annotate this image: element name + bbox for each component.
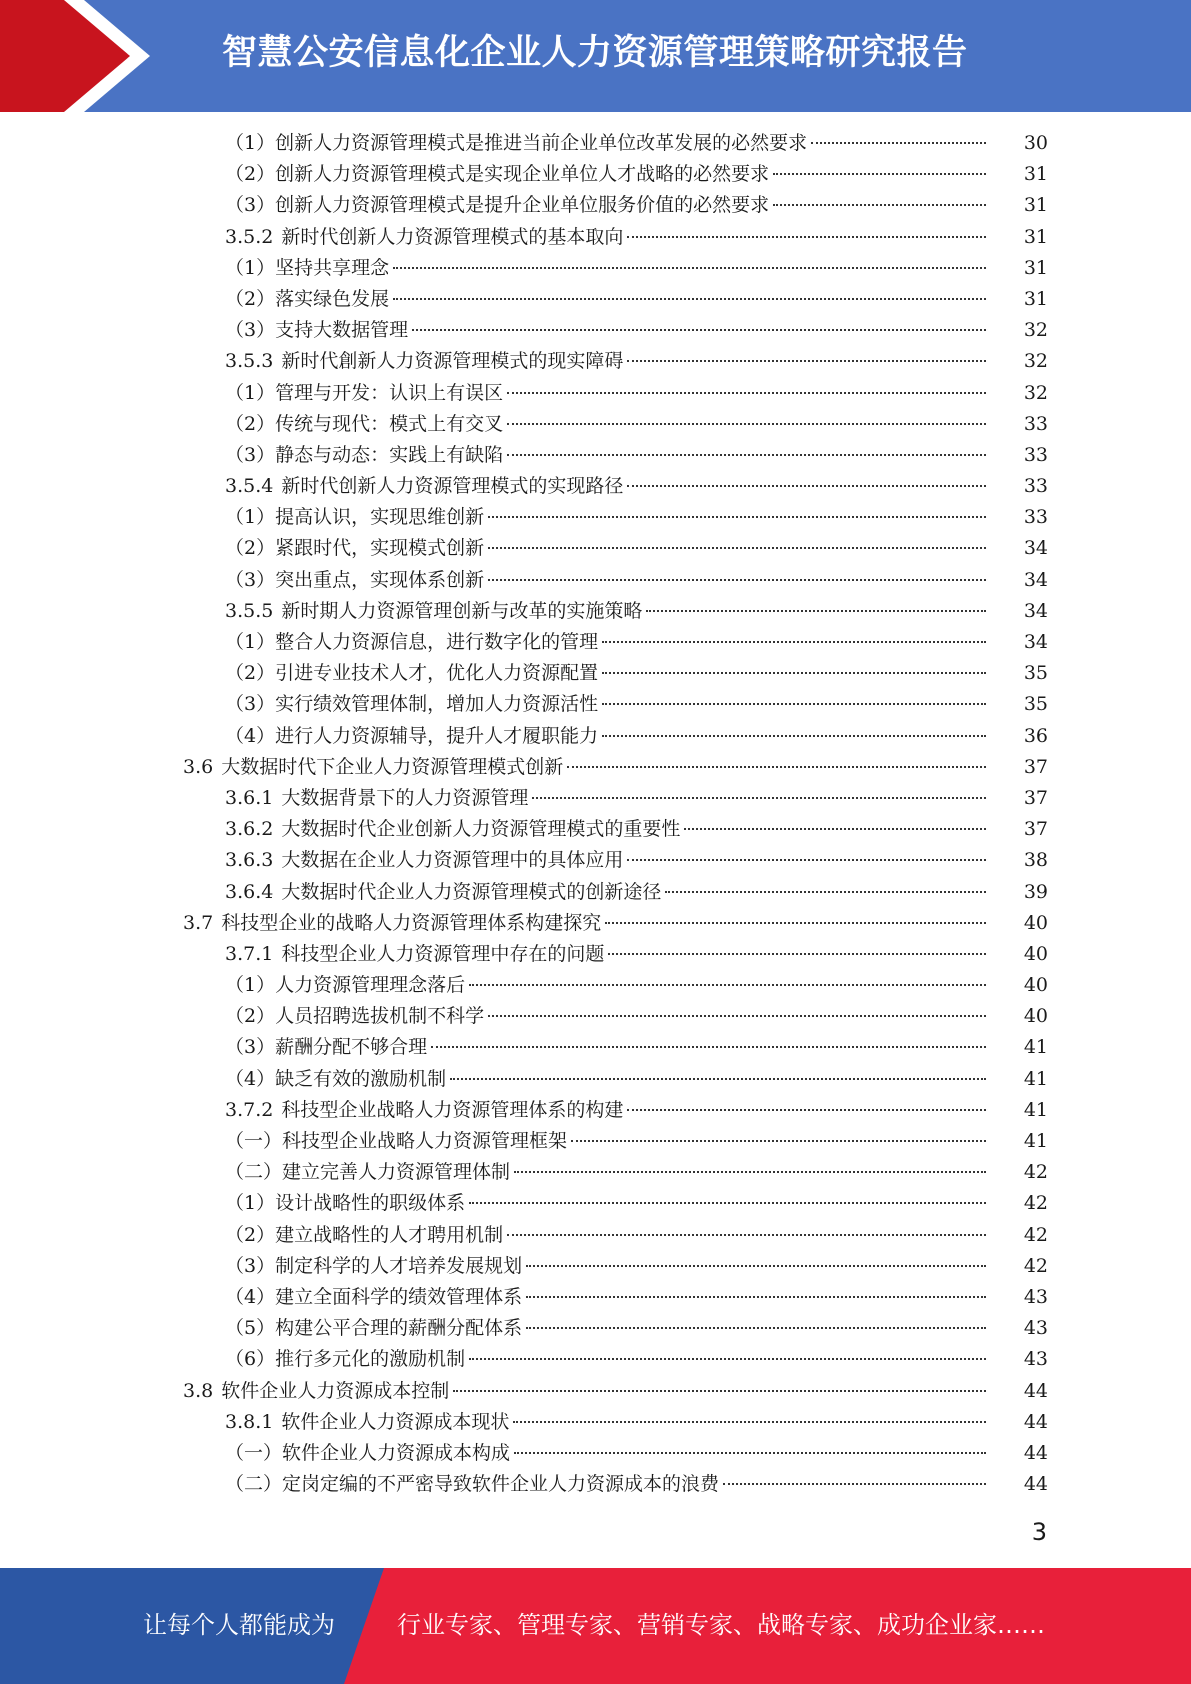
toc-page-number: 34 — [1023, 599, 1048, 622]
toc-dot-leader — [605, 922, 986, 924]
toc-section-title: （3）静态与动态：实践上有缺陷 — [225, 443, 504, 466]
toc-entry-text — [225, 1126, 567, 1157]
toc-dot-leader — [773, 173, 986, 175]
toc-entry-text — [225, 783, 528, 814]
toc-section-title: （1）整合人力资源信息，进行数字化的管理 — [225, 631, 599, 653]
toc-entry-text — [225, 440, 503, 471]
toc-section-title: 科技型企业战略人力资源管理体系的构建 — [281, 1098, 624, 1121]
toc-dot-leader — [627, 236, 986, 238]
toc-page-number: 31 — [1023, 225, 1048, 248]
toc-page-number: 33 — [1023, 412, 1048, 435]
toc-section-title: 大数据时代企业创新人力资源管理模式的重要性 — [281, 818, 681, 841]
toc-dot-leader — [627, 485, 986, 487]
toc-dot-leader — [526, 1296, 986, 1298]
toc-entry-text — [225, 1251, 522, 1282]
toc-entry[interactable] — [0, 814, 1191, 845]
toc-dot-leader — [469, 984, 986, 986]
toc-page-number: 44 — [1023, 1473, 1048, 1496]
toc-page-number: 31 — [1023, 256, 1048, 279]
toc-dot-leader — [507, 454, 986, 456]
toc-dot-leader — [571, 1140, 986, 1142]
toc-dot-leader — [526, 1265, 986, 1267]
toc-entry[interactable] — [0, 1001, 1191, 1032]
toc-entry-text — [225, 346, 623, 377]
toc-section-title: 新时代创新人力资源管理模式的基本取向 — [281, 225, 624, 248]
toc-entry[interactable] — [0, 1344, 1191, 1375]
toc-section-title: （3）薪酬分配不够合理 — [225, 1036, 428, 1059]
toc-entry-text — [225, 533, 484, 564]
toc-entry-text — [225, 1344, 465, 1375]
toc-entry[interactable] — [0, 627, 1191, 658]
toc-entry[interactable] — [0, 689, 1191, 720]
toc-entry-text — [225, 502, 484, 533]
toc-page-number: 34 — [1023, 631, 1048, 653]
toc-section-title: （3）支持大数据管理 — [225, 319, 409, 342]
toc-section-number: 3.7.2 — [225, 1098, 274, 1121]
toc-page-number: 31 — [1023, 287, 1048, 310]
toc-section-title: （2）紧跟时代，实现模式创新 — [225, 537, 485, 560]
toc-entry[interactable] — [0, 1469, 1191, 1500]
toc-page-number: 32 — [1023, 319, 1048, 342]
toc-entry-text — [225, 409, 503, 440]
toc-page-number: 35 — [1023, 693, 1048, 716]
toc-dot-leader — [627, 859, 986, 861]
toc-page-number: 36 — [1023, 724, 1048, 747]
toc-page-number: 32 — [1023, 350, 1048, 373]
toc-page-number: 34 — [1023, 568, 1048, 591]
toc-dot-leader — [627, 1109, 986, 1111]
toc-entry-text — [225, 565, 484, 596]
toc-entry[interactable] — [0, 939, 1191, 970]
toc-page-number: 41 — [1023, 1036, 1048, 1059]
toc-entry[interactable] — [0, 409, 1191, 440]
toc-entry-text — [225, 970, 465, 1001]
toc-page-number: 40 — [1023, 974, 1048, 997]
toc-entry-text — [225, 1032, 427, 1063]
toc-dot-leader — [602, 641, 986, 643]
footer-slogan-right: 行业专家、管理专家、营销专家、战略专家、成功企业家…… — [397, 1611, 1045, 1639]
toc-section-title: （一）软件企业人力资源成本构成 — [225, 1441, 511, 1464]
toc-entry[interactable] — [0, 783, 1191, 814]
toc-section-title: 大数据时代下企业人力资源管理模式创新 — [221, 755, 564, 778]
toc-entry[interactable] — [0, 1095, 1191, 1126]
toc-dot-leader — [507, 1234, 986, 1236]
toc-section-title: （2）创新人力资源管理模式是实现企业单位人才战略的必然要求 — [225, 163, 770, 186]
toc-dot-leader — [513, 1421, 986, 1423]
toc-page-number: 43 — [1023, 1285, 1048, 1308]
toc-entry[interactable] — [0, 1157, 1191, 1188]
toc-entry[interactable] — [0, 908, 1191, 939]
toc-page-number: 42 — [1023, 1223, 1048, 1246]
toc-section-title: 新时代创新人力资源管理模式的实现路径 — [281, 475, 624, 498]
toc-section-title: 科技型企业人力资源管理中存在的问题 — [281, 942, 605, 965]
toc-dot-leader — [507, 392, 986, 394]
toc-section-title: （4）缺乏有效的激励机制 — [225, 1067, 447, 1090]
toc-dot-leader — [684, 828, 986, 830]
toc-page-number: 43 — [1023, 1317, 1048, 1340]
toc-section-title: （3）创新人力资源管理模式是提升企业单位服务价值的必然要求 — [225, 194, 770, 217]
toc-section-title: （1）管理与开发：认识上有误区 — [225, 381, 504, 404]
toc-entry-text — [183, 908, 601, 939]
toc-page-number: 33 — [1023, 443, 1048, 466]
toc-dot-leader — [602, 703, 986, 705]
toc-section-title: 科技型企业的战略人力资源管理体系构建探究 — [221, 911, 602, 934]
toc-entry-text — [225, 1220, 503, 1251]
toc-section-title: 新时期人力资源管理创新与改革的实施策略 — [281, 599, 643, 622]
table-of-contents — [0, 128, 1191, 1500]
toc-page-number: 37 — [1023, 818, 1048, 841]
toc-page-number: 40 — [1023, 1005, 1048, 1028]
toc-section-number: 3.6.4 — [225, 880, 274, 903]
toc-section-title: （1）创新人力资源管理模式是推进当前企业单位改革发展的必然要求 — [225, 132, 808, 154]
toc-dot-leader — [393, 298, 986, 300]
toc-entry[interactable] — [0, 1407, 1191, 1438]
toc-page-number: 38 — [1023, 849, 1048, 872]
toc-entry-text — [225, 1438, 510, 1469]
toc-entry[interactable] — [0, 159, 1191, 190]
toc-section-title: （4）进行人力资源辅导，提升人才履职能力 — [225, 724, 599, 747]
toc-section-title: （1）坚持共享理念 — [225, 256, 390, 279]
toc-section-number: 3.5.4 — [225, 475, 274, 498]
toc-section-title: （2）建立战略性的人才聘用机制 — [225, 1223, 504, 1246]
toc-entry[interactable] — [0, 471, 1191, 502]
toc-entry[interactable] — [0, 1251, 1191, 1282]
toc-dot-leader — [453, 1390, 986, 1392]
toc-entry-text — [225, 1469, 719, 1500]
toc-page-number: 35 — [1023, 662, 1048, 685]
toc-entry[interactable] — [0, 970, 1191, 1001]
toc-entry-text — [225, 877, 661, 908]
toc-section-number: 3.6 — [183, 755, 214, 778]
toc-page-number: 33 — [1023, 475, 1048, 498]
toc-entry[interactable] — [0, 533, 1191, 564]
toc-dot-leader — [514, 1452, 986, 1454]
toc-entry[interactable] — [0, 190, 1191, 221]
toc-section-title: （2）引进专业技术人才，优化人力资源配置 — [225, 662, 599, 685]
toc-section-title: 大数据时代企业人力资源管理模式的创新途径 — [281, 880, 662, 903]
toc-dot-leader — [646, 610, 986, 612]
toc-entry-text — [225, 1313, 522, 1344]
toc-entry[interactable] — [0, 315, 1191, 346]
report-title: 智慧公安信息化企业人力资源管理策略研究报告 — [222, 33, 968, 73]
toc-section-title: （2）人员招聘选拔机制不科学 — [225, 1005, 485, 1028]
toc-entry-text — [225, 1157, 510, 1188]
toc-page-number: 43 — [1023, 1348, 1048, 1371]
toc-entry-text — [225, 845, 623, 876]
toc-entry[interactable] — [0, 1220, 1191, 1251]
toc-entry-text — [225, 128, 807, 159]
footer-slogan-left: 让每个人都能成为 — [143, 1611, 335, 1639]
toc-section-title: 软件企业人力资源成本控制 — [221, 1379, 450, 1402]
toc-entry-text — [225, 689, 598, 720]
toc-dot-leader — [811, 142, 986, 144]
toc-page-number: 32 — [1023, 381, 1048, 404]
toc-page-number: 37 — [1023, 786, 1048, 809]
toc-entry-text — [225, 627, 598, 658]
toc-section-title: 大数据背景下的人力资源管理 — [281, 786, 529, 809]
toc-section-title: （2）传统与现代：模式上有交叉 — [225, 412, 504, 435]
toc-entry[interactable] — [0, 721, 1191, 752]
toc-section-number: 3.8.1 — [225, 1410, 274, 1433]
toc-dot-leader — [488, 1015, 986, 1017]
toc-section-title: （6）推行多元化的激励机制 — [225, 1348, 466, 1371]
toc-dot-leader — [488, 547, 986, 549]
toc-section-title: （二）建立完善人力资源管理体制 — [225, 1161, 511, 1184]
toc-section-number: 3.6.3 — [225, 849, 274, 872]
toc-page-number: 31 — [1023, 194, 1048, 217]
toc-entry[interactable] — [0, 128, 1191, 159]
toc-dot-leader — [514, 1171, 986, 1173]
toc-section-title: （1）人力资源管理理念落后 — [225, 974, 466, 997]
toc-dot-leader — [602, 672, 986, 674]
toc-entry-text — [225, 1095, 623, 1126]
toc-dot-leader — [488, 516, 986, 518]
toc-entry-text — [225, 471, 623, 502]
toc-page-number: 37 — [1023, 755, 1048, 778]
toc-section-title: （3）制定科学的人才培养发展规划 — [225, 1254, 523, 1277]
toc-section-number: 3.7.1 — [225, 942, 274, 965]
toc-dot-leader — [665, 891, 986, 893]
toc-entry-text — [225, 1064, 446, 1095]
toc-page-number: 39 — [1023, 880, 1048, 903]
toc-entry[interactable] — [0, 253, 1191, 284]
toc-entry-text — [225, 378, 503, 409]
toc-dot-leader — [627, 360, 986, 362]
toc-dot-leader — [567, 766, 986, 768]
toc-dot-leader — [488, 579, 986, 581]
toc-section-title: （3）突出重点，实现体系创新 — [225, 568, 485, 591]
toc-entry[interactable] — [0, 565, 1191, 596]
toc-page-number: 42 — [1023, 1254, 1048, 1277]
toc-page-number: 41 — [1023, 1067, 1048, 1090]
toc-entry[interactable] — [0, 284, 1191, 315]
toc-section-title: （4）建立全面科学的绩效管理体系 — [225, 1285, 523, 1308]
toc-page-number: 44 — [1023, 1441, 1048, 1464]
toc-entry[interactable] — [0, 845, 1191, 876]
toc-entry-text — [225, 222, 623, 253]
toc-entry[interactable] — [0, 1188, 1191, 1219]
toc-page-number: 42 — [1023, 1161, 1048, 1184]
toc-section-number: 3.6.1 — [225, 786, 274, 809]
toc-dot-leader — [507, 423, 986, 425]
toc-section-number: 3.6.2 — [225, 818, 274, 841]
toc-dot-leader — [412, 329, 986, 331]
toc-section-number: 3.5.5 — [225, 599, 274, 622]
toc-entry[interactable] — [0, 222, 1191, 253]
toc-entry-text — [225, 159, 769, 190]
toc-entry[interactable] — [0, 1032, 1191, 1063]
toc-entry[interactable] — [0, 1126, 1191, 1157]
toc-section-number: 3.7 — [183, 911, 214, 934]
toc-dot-leader — [532, 797, 986, 799]
toc-dot-leader — [393, 267, 986, 269]
toc-section-title: （2）落实绿色发展 — [225, 287, 390, 310]
toc-page-number: 33 — [1023, 506, 1048, 529]
toc-page-number: 44 — [1023, 1379, 1048, 1402]
page-number: 3 — [1031, 1518, 1047, 1546]
toc-section-title: （一）科技型企业战略人力资源管理框架 — [225, 1130, 568, 1152]
toc-entry-text — [225, 1001, 484, 1032]
toc-dot-leader — [469, 1202, 986, 1204]
toc-section-number: 3.5.2 — [225, 225, 274, 248]
toc-section-title: （1）提高认识，实现思维创新 — [225, 506, 485, 529]
toc-entry-text — [225, 814, 680, 845]
toc-entry[interactable] — [0, 1313, 1191, 1344]
toc-entry[interactable] — [0, 1064, 1191, 1095]
toc-entry-text — [225, 190, 769, 221]
toc-entry[interactable] — [0, 1376, 1191, 1407]
toc-dot-leader — [602, 735, 986, 737]
toc-entry[interactable] — [0, 378, 1191, 409]
toc-section-title: （二）定岗定编的不严密导致软件企业人力资源成本的浪费 — [225, 1473, 720, 1496]
toc-entry[interactable] — [0, 596, 1191, 627]
toc-page-number: 31 — [1023, 163, 1048, 186]
toc-entry-text — [225, 284, 389, 315]
toc-entry[interactable] — [0, 440, 1191, 471]
toc-dot-leader — [773, 204, 986, 206]
toc-page-number: 40 — [1023, 942, 1048, 965]
toc-page-number: 41 — [1023, 1130, 1048, 1152]
toc-page-number: 30 — [1023, 132, 1048, 154]
toc-entry-text — [225, 1188, 465, 1219]
toc-entry-text — [225, 658, 598, 689]
toc-entry-text — [183, 752, 563, 783]
toc-entry-text — [225, 721, 598, 752]
toc-entry-text — [225, 939, 604, 970]
toc-entry[interactable] — [0, 502, 1191, 533]
toc-dot-leader — [450, 1078, 986, 1080]
toc-entry-text — [225, 315, 408, 346]
toc-section-title: 软件企业人力资源成本现状 — [281, 1410, 510, 1433]
toc-entry-text — [183, 1376, 449, 1407]
toc-page-number: 42 — [1023, 1192, 1048, 1215]
toc-page-number: 44 — [1023, 1410, 1048, 1433]
toc-entry-text — [225, 1407, 509, 1438]
toc-dot-leader — [469, 1358, 986, 1360]
toc-page-number: 34 — [1023, 537, 1048, 560]
page-footer — [0, 1568, 1191, 1684]
toc-dot-leader — [608, 953, 986, 955]
toc-entry[interactable] — [0, 752, 1191, 783]
toc-entry[interactable] — [0, 877, 1191, 908]
toc-entry-text — [225, 1282, 522, 1313]
toc-dot-leader — [431, 1046, 986, 1048]
toc-entry-text — [225, 596, 642, 627]
toc-section-title: 新时代創新人力资源管理模式的现实障碍 — [281, 350, 624, 373]
toc-section-title: 大数据在企业人力资源管理中的具体应用 — [281, 849, 624, 872]
toc-section-number: 3.5.3 — [225, 350, 274, 373]
toc-entry-text — [225, 253, 389, 284]
toc-page-number: 40 — [1023, 911, 1048, 934]
toc-section-title: （1）设计战略性的职级体系 — [225, 1192, 466, 1215]
toc-dot-leader — [526, 1327, 986, 1329]
toc-section-title: （5）构建公平合理的薪酬分配体系 — [225, 1317, 523, 1340]
toc-entry[interactable] — [0, 346, 1191, 377]
toc-entry[interactable] — [0, 1438, 1191, 1469]
page-header — [0, 0, 1191, 112]
toc-section-title: （3）实行绩效管理体制，增加人力资源活性 — [225, 693, 599, 716]
toc-entry[interactable] — [0, 1282, 1191, 1313]
toc-entry[interactable] — [0, 658, 1191, 689]
toc-dot-leader — [723, 1483, 986, 1485]
toc-section-number: 3.8 — [183, 1379, 214, 1402]
toc-page-number: 41 — [1023, 1098, 1048, 1121]
